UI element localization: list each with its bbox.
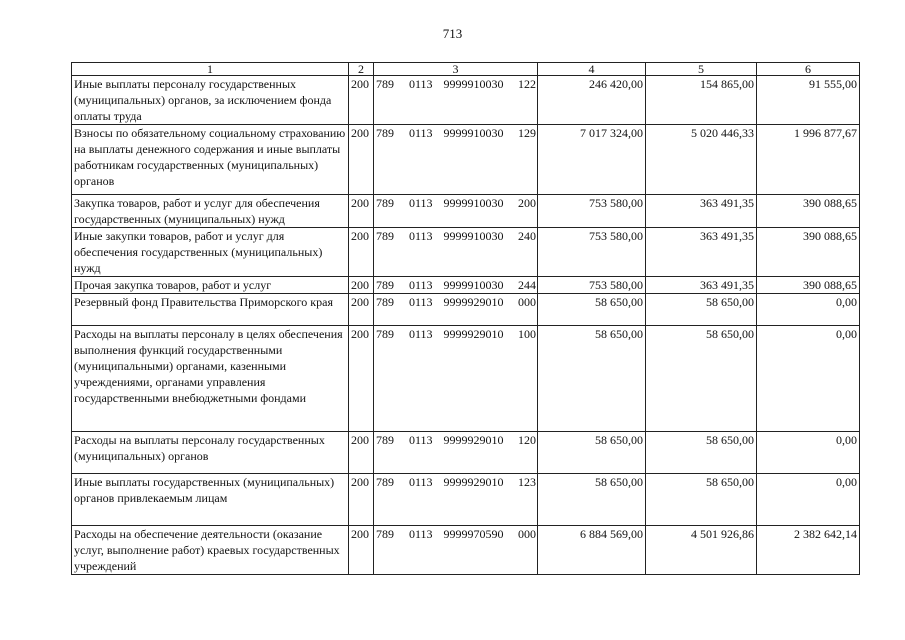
target-article-code: 9999910030 (443, 229, 504, 243)
section-code: 789 (376, 278, 394, 292)
target-article-code: 9999970590 (443, 527, 504, 541)
row-name: Резервный фонд Правительства Приморского края (72, 294, 349, 326)
target-article-code: 9999910030 (443, 126, 504, 140)
row-budget-code (374, 526, 538, 575)
row-value-col4: 58 650,00 (538, 294, 646, 326)
target-article-code: 9999910030 (443, 278, 504, 292)
row-name: Расходы на обеспечение деятельности (оказание услуг, выполнение работ) краевых государственных учреждений (72, 526, 349, 575)
target-article-code: 9999910030 (443, 196, 504, 210)
row-admin-code: 200 (349, 277, 374, 294)
header-cell: 1 (72, 63, 349, 76)
row-budget-code (374, 277, 538, 294)
budget-table (71, 62, 860, 575)
row-value-col6: 0,00 (757, 474, 860, 526)
row-admin-code: 200 (349, 228, 374, 277)
row-value-col5: 363 491,35 (646, 277, 757, 294)
section-code: 789 (376, 229, 394, 243)
row-admin-code: 200 (349, 195, 374, 228)
expense-type-code: 240 (518, 229, 536, 243)
row-name: Расходы на выплаты персоналу в целях обеспечения выполнения функций государственными (муниципальными) органами, казенными учреждениями, органами управления государственными внебюджетными фондами (72, 326, 349, 432)
row-value-col4: 753 580,00 (538, 228, 646, 277)
expense-type-code: 244 (518, 278, 536, 292)
row-value-col5: 58 650,00 (646, 294, 757, 326)
row-budget-code (374, 326, 538, 432)
section-code: 789 (376, 196, 394, 210)
row-name: Прочая закупка товаров, работ и услуг (72, 277, 349, 294)
section-code: 789 (376, 77, 394, 91)
row-value-col5: 5 020 446,33 (646, 125, 757, 195)
row-value-col6: 2 382 642,14 (757, 526, 860, 575)
row-name: Иные закупки товаров, работ и услуг для обеспечения государственных (муниципальных) нужд (72, 228, 349, 277)
row-value-col6: 390 088,65 (757, 277, 860, 294)
subsection-code: 0113 (409, 327, 433, 341)
row-admin-code: 200 (349, 432, 374, 474)
expense-type-code: 123 (518, 475, 536, 489)
row-admin-code: 200 (349, 326, 374, 432)
subsection-code: 0113 (409, 295, 433, 309)
table-row (72, 326, 860, 432)
table-row (72, 294, 860, 326)
row-value-col4: 6 884 569,00 (538, 526, 646, 575)
row-value-col5: 58 650,00 (646, 326, 757, 432)
section-code: 789 (376, 295, 394, 309)
row-value-col4: 58 650,00 (538, 432, 646, 474)
row-name: Расходы на выплаты персоналу государственных (муниципальных) органов (72, 432, 349, 474)
subsection-code: 0113 (409, 475, 433, 489)
row-name: Иные выплаты государственных (муниципальных) органов привлекаемым лицам (72, 474, 349, 526)
table-row (72, 474, 860, 526)
target-article-code: 9999929010 (443, 327, 504, 341)
expense-type-code: 122 (518, 77, 536, 91)
expense-type-code: 120 (518, 433, 536, 447)
row-value-col6: 390 088,65 (757, 228, 860, 277)
row-admin-code: 200 (349, 294, 374, 326)
row-value-col5: 58 650,00 (646, 432, 757, 474)
subsection-code: 0113 (409, 278, 433, 292)
expense-type-code: 000 (518, 295, 536, 309)
target-article-code: 9999929010 (443, 295, 504, 309)
budget-table-body (72, 76, 860, 575)
table-row (72, 76, 860, 125)
section-code: 789 (376, 527, 394, 541)
row-admin-code: 200 (349, 474, 374, 526)
row-name: Взносы по обязательному социальному страхованию на выплаты денежного содержания и иные выплаты работникам государственных (муниципальных) органов (72, 125, 349, 195)
row-budget-code (374, 432, 538, 474)
row-budget-code (374, 474, 538, 526)
section-code: 789 (376, 475, 394, 489)
table-row (72, 228, 860, 277)
row-budget-code (374, 76, 538, 125)
row-value-col5: 58 650,00 (646, 474, 757, 526)
expense-type-code: 200 (518, 196, 536, 210)
subsection-code: 0113 (409, 196, 433, 210)
header-cell: 6 (757, 63, 860, 76)
subsection-code: 0113 (409, 229, 433, 243)
table-row (72, 277, 860, 294)
row-admin-code: 200 (349, 76, 374, 125)
subsection-code: 0113 (409, 126, 433, 140)
header-cell: 3 (374, 63, 538, 76)
section-code: 789 (376, 327, 394, 341)
row-budget-code (374, 294, 538, 326)
row-value-col5: 363 491,35 (646, 195, 757, 228)
header-cell: 2 (349, 63, 374, 76)
row-value-col5: 363 491,35 (646, 228, 757, 277)
header-row (72, 63, 860, 76)
row-budget-code (374, 228, 538, 277)
table-row (72, 125, 860, 195)
row-value-col4: 753 580,00 (538, 195, 646, 228)
row-budget-code (374, 125, 538, 195)
subsection-code: 0113 (409, 527, 433, 541)
header-cell: 5 (646, 63, 757, 76)
page-number: 713 (442, 26, 463, 41)
expense-type-code: 129 (518, 126, 536, 140)
row-value-col4: 58 650,00 (538, 474, 646, 526)
row-value-col6: 0,00 (757, 294, 860, 326)
row-value-col4: 7 017 324,00 (538, 125, 646, 195)
table-row (72, 432, 860, 474)
expense-type-code: 000 (518, 527, 536, 541)
header-cell: 4 (538, 63, 646, 76)
expense-type-code: 100 (518, 327, 536, 341)
row-budget-code (374, 195, 538, 228)
row-value-col4: 753 580,00 (538, 277, 646, 294)
row-value-col6: 0,00 (757, 326, 860, 432)
row-admin-code: 200 (349, 125, 374, 195)
row-admin-code: 200 (349, 526, 374, 575)
row-value-col4: 58 650,00 (538, 326, 646, 432)
row-value-col4: 246 420,00 (538, 76, 646, 125)
table-row (72, 195, 860, 228)
table-row (72, 526, 860, 575)
subsection-code: 0113 (409, 433, 433, 447)
row-name: Закупка товаров, работ и услуг для обеспечения государственных (муниципальных) нужд (72, 195, 349, 228)
row-value-col6: 91 555,00 (757, 76, 860, 125)
target-article-code: 9999929010 (443, 433, 504, 447)
section-code: 789 (376, 126, 394, 140)
row-value-col5: 154 865,00 (646, 76, 757, 125)
subsection-code: 0113 (409, 77, 433, 91)
row-value-col6: 390 088,65 (757, 195, 860, 228)
section-code: 789 (376, 433, 394, 447)
target-article-code: 9999929010 (443, 475, 504, 489)
target-article-code: 9999910030 (443, 77, 504, 91)
row-value-col5: 4 501 926,86 (646, 526, 757, 575)
row-value-col6: 0,00 (757, 432, 860, 474)
row-name: Иные выплаты персоналу государственных (муниципальных) органов, за исключением фонда оплаты труда (72, 76, 349, 125)
row-value-col6: 1 996 877,67 (757, 125, 860, 195)
